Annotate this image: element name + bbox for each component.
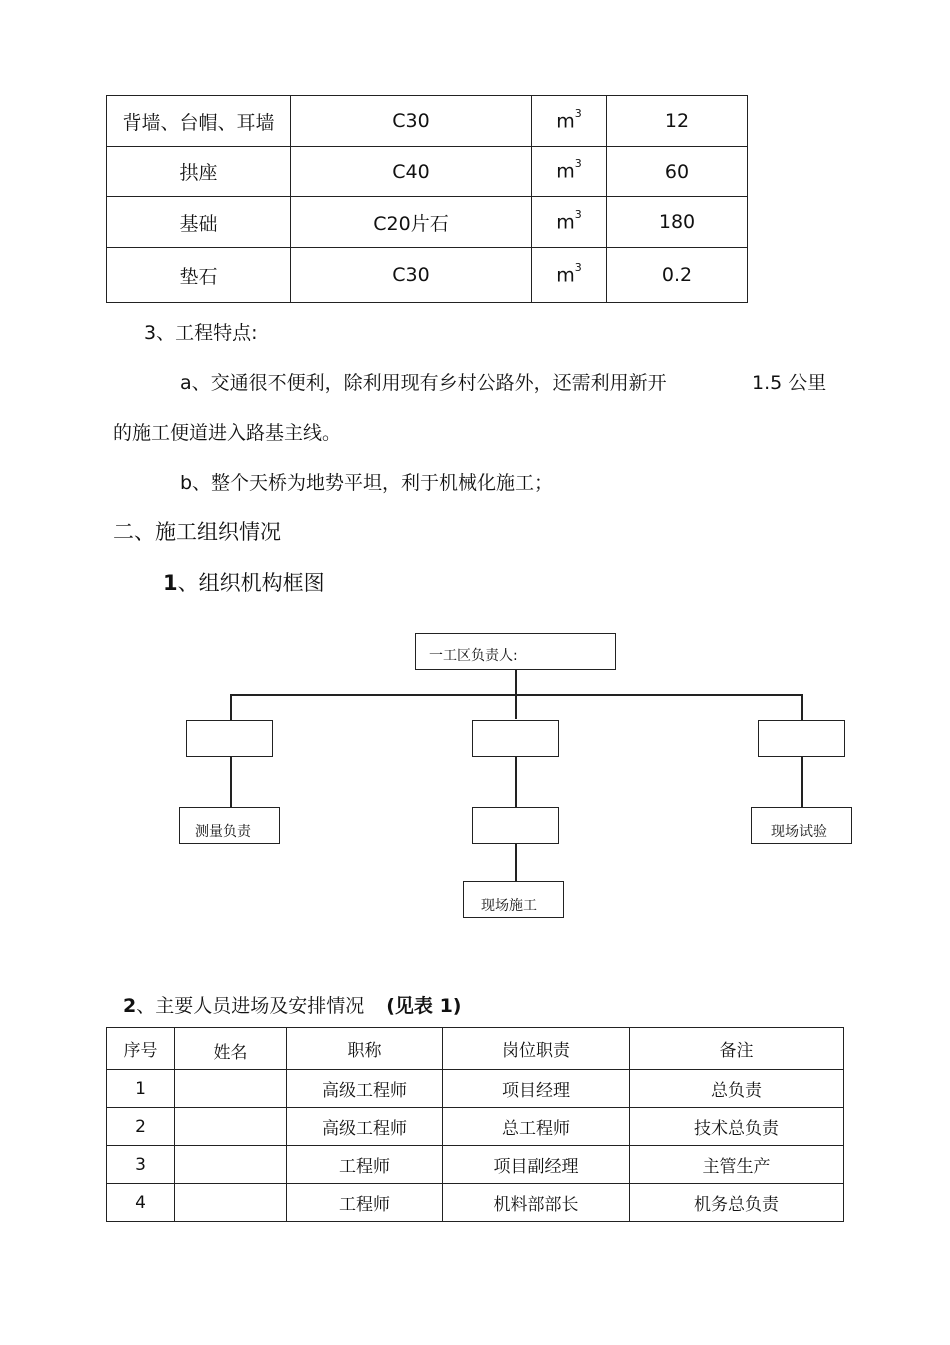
- grade-cell: C30: [291, 248, 532, 303]
- name-cell: [175, 1108, 287, 1146]
- org-box-site-construction: 现场施工: [463, 881, 564, 918]
- table-header-row: [107, 1028, 844, 1070]
- org-box-center-lower: [472, 807, 559, 844]
- materials-table: [106, 95, 748, 303]
- part-cell: 背墙、台帽、耳墙: [107, 96, 291, 147]
- qty-cell: 12: [607, 96, 748, 147]
- part-cell: 垫石: [107, 248, 291, 303]
- features-heading: 3、工程特点:: [144, 322, 258, 344]
- org-box-top: 一工区负责人:: [415, 633, 616, 670]
- name-cell: [175, 1070, 287, 1108]
- title-cell: 高级工程师: [287, 1070, 443, 1108]
- column-header: 职称: [287, 1028, 443, 1070]
- connector-line: [515, 844, 517, 881]
- table-row: [107, 1070, 844, 1108]
- feature-a-line1: a、交通很不便利，除利用现有乡村公路外，还需利用新开: [180, 372, 667, 394]
- table-row: [107, 1146, 844, 1184]
- note-cell: 总负责: [630, 1070, 844, 1108]
- qty-cell: 60: [607, 147, 748, 197]
- feature-a-distance: 1.5 公里: [752, 372, 827, 394]
- grade-cell: C20片石: [291, 197, 532, 248]
- grade-cell: C40: [291, 147, 532, 197]
- no-cell: 3: [107, 1146, 175, 1184]
- unit-cell: $m^3$: [532, 96, 607, 147]
- column-header: 备注: [630, 1028, 844, 1070]
- table-row: [107, 197, 748, 248]
- table-row: [107, 1108, 844, 1146]
- no-cell: 1: [107, 1070, 175, 1108]
- table-row: [107, 1184, 844, 1222]
- grade-cell: C30: [291, 96, 532, 147]
- note-cell: 技术总负责: [630, 1108, 844, 1146]
- note-cell: 机务总负责: [630, 1184, 844, 1222]
- org-box-center-mid: [472, 720, 559, 757]
- title-cell: 高级工程师: [287, 1108, 443, 1146]
- org-box-survey: 测量负责: [179, 807, 280, 844]
- duty-cell: 总工程师: [443, 1108, 630, 1146]
- no-cell: 4: [107, 1184, 175, 1222]
- feature-b: b、整个天桥为地势平坦，利于机械化施工；: [180, 472, 554, 494]
- org-box-right-mid: [758, 720, 845, 757]
- subsection-title: 1、组织机构框图: [163, 571, 325, 595]
- connector-line: [801, 756, 803, 807]
- org-box-left-mid: [186, 720, 273, 757]
- column-header: 岗位职责: [443, 1028, 630, 1070]
- name-cell: [175, 1184, 287, 1222]
- duty-cell: 项目经理: [443, 1070, 630, 1108]
- column-header: 姓名: [175, 1028, 287, 1070]
- part-cell: 基础: [107, 197, 291, 248]
- no-cell: 2: [107, 1108, 175, 1146]
- table-row: [107, 147, 748, 197]
- unit-cell: $m^3$: [532, 147, 607, 197]
- connector-line: [230, 694, 232, 720]
- connector-line: [230, 694, 802, 696]
- name-cell: [175, 1146, 287, 1184]
- connector-line: [515, 756, 517, 807]
- qty-cell: 180: [607, 197, 748, 248]
- org-box-site-testing: 现场试验: [751, 807, 852, 844]
- connector-line: [230, 756, 232, 807]
- section-title: 二、施工组织情况: [113, 520, 281, 544]
- part-cell: 拱座: [107, 147, 291, 197]
- qty-cell: 0.2: [607, 248, 748, 303]
- staff-table: [106, 1027, 844, 1222]
- duty-cell: 项目副经理: [443, 1146, 630, 1184]
- table-row: [107, 96, 748, 147]
- unit-cell: $m^3$: [532, 197, 607, 248]
- title-cell: 工程师: [287, 1146, 443, 1184]
- column-header: 序号: [107, 1028, 175, 1070]
- table-row: [107, 248, 748, 303]
- unit-cell: $m^3$: [532, 248, 607, 303]
- connector-line: [801, 694, 803, 720]
- title-cell: 工程师: [287, 1184, 443, 1222]
- feature-a-line2: 的施工便道进入路基主线。: [113, 422, 342, 444]
- duty-cell: 机料部部长: [443, 1184, 630, 1222]
- staff-heading: 2、主要人员进场及安排情况 (见表 1): [123, 995, 462, 1017]
- note-cell: 主管生产: [630, 1146, 844, 1184]
